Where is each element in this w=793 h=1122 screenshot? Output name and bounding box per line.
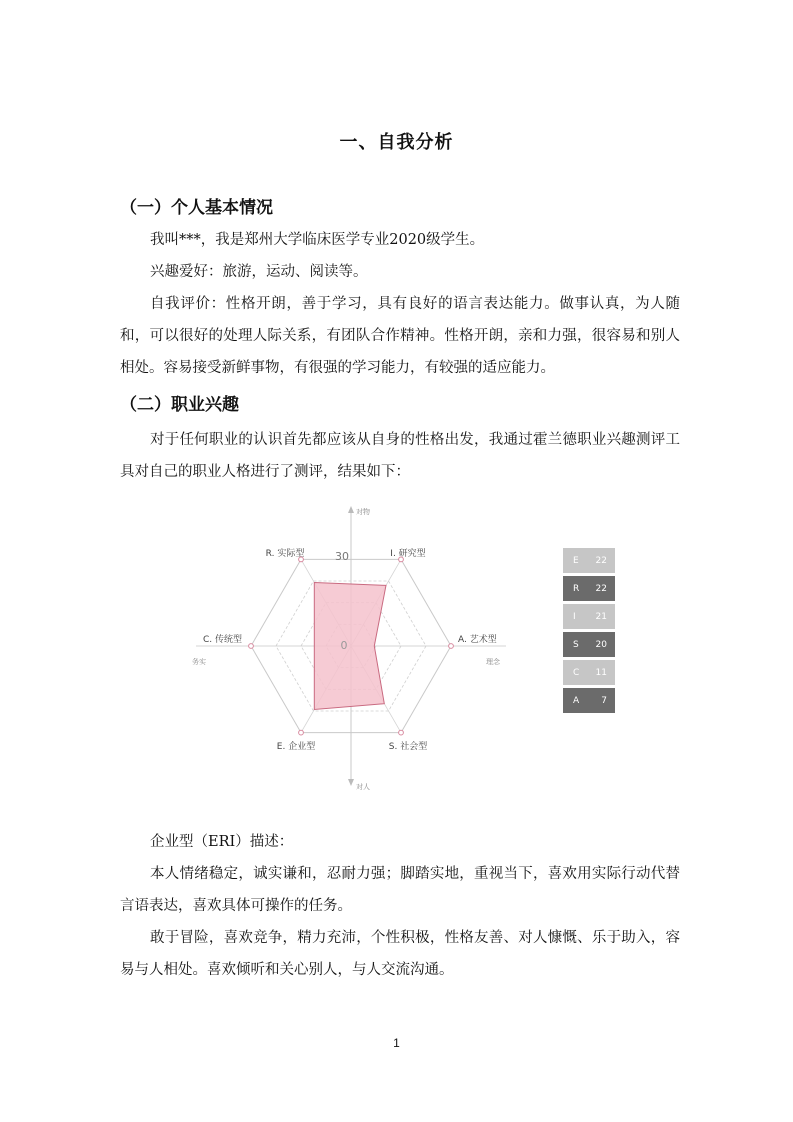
legend-value: 7 bbox=[601, 695, 607, 706]
type-desc-para1: 本人情绪稳定，诚实谦和，忍耐力强；脚踏实地，重视当下，喜欢用实际行动代替言语表达，喜欢具体可操作的任务。 bbox=[120, 866, 680, 914]
legend-code: I bbox=[573, 611, 576, 622]
direction-label-top: 对物 bbox=[356, 508, 370, 516]
section-title: 一、自我分析 bbox=[339, 132, 454, 153]
radar-vertex-dot bbox=[449, 644, 454, 649]
scale-max-label: 30 bbox=[335, 550, 349, 563]
legend-value: 22 bbox=[595, 555, 607, 566]
legend-item bbox=[563, 632, 615, 657]
basic-heading: （一）个人基本情况 bbox=[120, 198, 273, 218]
direction-label-bottom: 对人 bbox=[356, 783, 370, 791]
radar-vertex-dot bbox=[249, 644, 254, 649]
legend-code: E bbox=[573, 555, 579, 566]
scale-min-label: 0 bbox=[340, 639, 348, 652]
direction-label-left: 务实 bbox=[192, 658, 206, 666]
legend-item bbox=[563, 604, 615, 629]
legend-code: R bbox=[573, 583, 580, 594]
legend-value: 21 bbox=[595, 611, 607, 622]
legend-value: 20 bbox=[595, 639, 607, 650]
legend-value: 22 bbox=[595, 583, 607, 594]
legend-item bbox=[563, 548, 615, 573]
axis-arrow-down-icon bbox=[348, 779, 354, 786]
direction-label-right: 理念 bbox=[486, 658, 500, 666]
axis-label-investigative: I. 研究型 bbox=[390, 549, 426, 559]
axis-label-realistic: R. 实际型 bbox=[265, 549, 305, 559]
basic-evaluation: 自我评价：性格开朗，善于学习，具有良好的语言表达能力。做事认真，为人随和，可以很好的处理人际关系，有团队合作精神。性格开朗，亲和力强，很容易和别人相处。容易接受新鲜事物，有很强的学习能力，有较强的适应能力。 bbox=[120, 296, 680, 376]
basic-intro: 我叫***，我是郑州大学临床医学专业2020级学生。 bbox=[150, 232, 485, 248]
interest-heading: （二）职业兴趣 bbox=[120, 395, 239, 415]
score-legend bbox=[563, 548, 615, 716]
type-desc-title: 企业型（ERI）描述： bbox=[150, 834, 294, 850]
axis-label-conventional: C. 传统型 bbox=[202, 635, 242, 645]
legend-code: S bbox=[573, 639, 579, 650]
legend-code: C bbox=[573, 667, 580, 678]
axis-label-enterprising: E. 企业型 bbox=[276, 742, 316, 752]
basic-hobby: 兴趣爱好：旅游，运动、阅读等。 bbox=[150, 264, 368, 280]
axis-label-social: S. 社会型 bbox=[388, 742, 428, 752]
legend-code: A bbox=[573, 695, 580, 706]
legend-item bbox=[563, 688, 615, 713]
axis-arrow-up-icon bbox=[348, 506, 354, 513]
legend-value: 11 bbox=[595, 667, 607, 678]
legend-item bbox=[563, 576, 615, 601]
radar-vertex-dot bbox=[299, 730, 304, 735]
type-desc-para2: 敢于冒险，喜欢竞争，精力充沛，个性积极，性格友善、对人慷慨、乐于助入，容易与人相处。喜欢倾听和关心别人，与人交流沟通。 bbox=[120, 930, 680, 978]
interest-intro: 对于任何职业的认识首先都应该从自身的性格出发，我通过霍兰德职业兴趣测评工具对自己的职业人格进行了测评，结果如下： bbox=[120, 432, 680, 480]
page-number: 1 bbox=[393, 1036, 400, 1050]
legend-item bbox=[563, 660, 615, 685]
axis-label-artistic: A. 艺术型 bbox=[458, 635, 497, 645]
radar-vertex-dot bbox=[399, 730, 404, 735]
